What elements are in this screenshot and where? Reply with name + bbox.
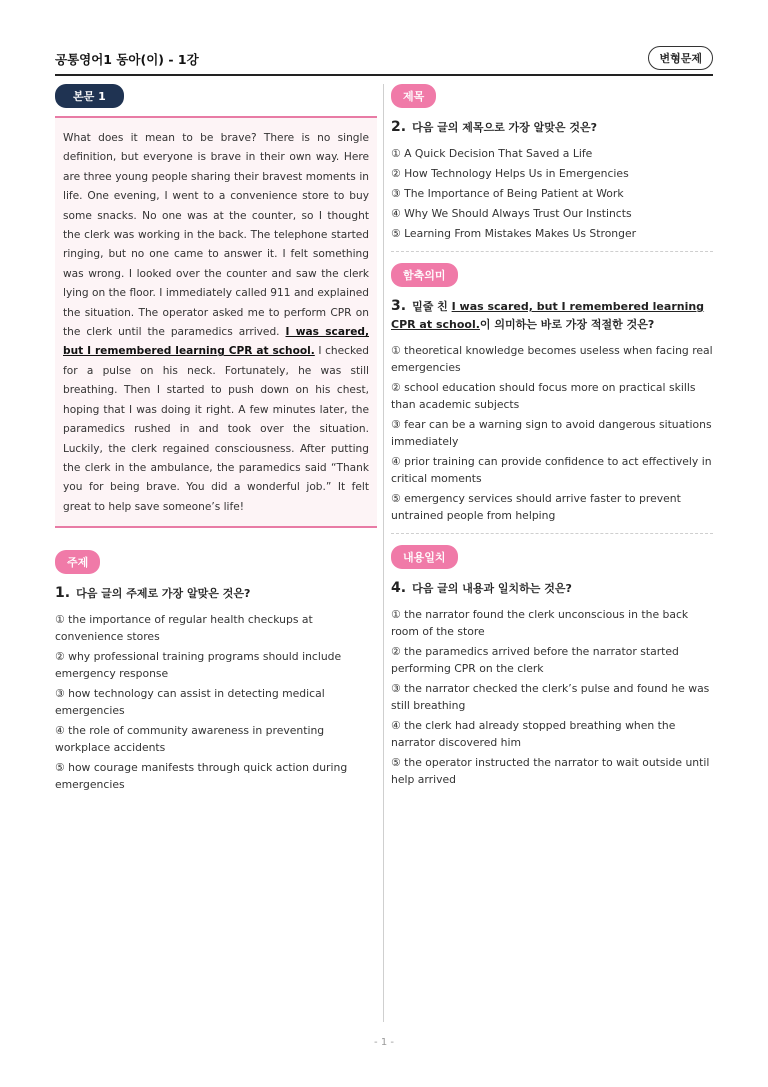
- q3-option[interactable]: ③ fear can be a warning sign to avoid dangerous situations immediately: [391, 418, 712, 448]
- q2-tag: 제목: [391, 84, 436, 108]
- q1-option[interactable]: ④ the role of community awareness in preventing workplace accidents: [55, 724, 325, 755]
- q4-title: [391, 579, 713, 598]
- passage-label: 본문 1: [55, 84, 124, 108]
- q1-title-text: 다음 글의 주제로 가장 알맞은 것은?: [76, 587, 251, 601]
- q2-number: 2.: [391, 119, 407, 135]
- passage-text-after: I checked for a pulse on his neck. Fortunately, he was still breathing. Then I started to push down on his chest, hoping that I was doing it right. A few minutes later, the paramedics rushed in and took over the situation. Luckily, the clerk regained consciousness. After putting the clerk in the ambulance, the paramedics said “Thank you for being brave. You did a wonderful job.” It felt great to help save someone’s life!: [63, 345, 369, 513]
- q4-title-text: 다음 글의 내용과 일치하는 것은?: [412, 582, 572, 595]
- passage-text-before: What does it mean to be brave? There is no single definition, but everyone is brave in their own way. Here are three young people sharing their bravest moments in life. One evening, I went to a convenience store to buy some snacks. No one was at the counter, so I thought the clerk was working in the back. The telephone started ringing, but no one came to answer it. I felt something was wrong. I looked over the counter and saw the clerk lying on the floor. I immediately called 911 and explained the situation. The operator asked me to perform CPR on the clerk until the paramedics arrived.: [63, 132, 369, 339]
- q4-tag: 내용일치: [391, 545, 458, 569]
- section-divider: [391, 533, 713, 534]
- q4-number: 4.: [391, 580, 407, 596]
- q3-title-pre: 밑줄 친: [412, 300, 452, 313]
- right-column: [391, 84, 713, 791]
- q4-option[interactable]: ④ the clerk had already stopped breathing when the narrator discovered him: [391, 719, 676, 749]
- q3-option[interactable]: ① theoretical knowledge becomes useless when facing real emergencies: [391, 344, 713, 374]
- section-divider: [391, 251, 713, 252]
- q3-option[interactable]: ④ prior training can provide confidence to act effectively in critical moments: [391, 455, 712, 485]
- page-header: [55, 44, 713, 76]
- q2-option[interactable]: ① A Quick Decision That Saved a Life: [391, 147, 593, 160]
- q3-number: 3.: [391, 298, 407, 314]
- q1-option[interactable]: ② why professional training programs should include emergency response: [55, 650, 342, 681]
- q2-title: [391, 118, 713, 137]
- q3-title-underlined: I was scared, but I remembered learning CPR at school.: [391, 300, 705, 331]
- q4-option[interactable]: ① the narrator found the clerk unconscious in the back room of the store: [391, 608, 689, 638]
- q1-number: 1.: [55, 585, 71, 602]
- column-divider: [383, 84, 384, 1022]
- q1-title: [55, 584, 377, 603]
- q3-tag: 함축의미: [391, 263, 458, 287]
- q4-option[interactable]: ② the paramedics arrived before the narrator started performing CPR on the clerk: [391, 645, 679, 675]
- q2-option[interactable]: ④ Why We Should Always Trust Our Instincts: [391, 207, 632, 220]
- passage-text: [63, 129, 369, 517]
- q2-option[interactable]: ③ The Importance of Being Patient at Work: [391, 187, 624, 200]
- q3-option[interactable]: ⑤ emergency services should arrive faster to prevent untrained people from helping: [391, 492, 681, 522]
- left-column: [55, 84, 377, 796]
- q3-title: [391, 297, 713, 334]
- q2-option[interactable]: ② How Technology Helps Us in Emergencies: [391, 167, 629, 180]
- q4-options: [391, 606, 713, 788]
- q4-option[interactable]: ⑤ the operator instructed the narrator to wait outside until help arrived: [391, 756, 710, 786]
- q1-options: [55, 611, 377, 793]
- q1-option[interactable]: ⑤ how courage manifests through quick action during emergencies: [55, 761, 348, 792]
- q1-option[interactable]: ① the importance of regular health checkups at convenience stores: [55, 613, 313, 644]
- q2-option[interactable]: ⑤ Learning From Mistakes Makes Us Stronger: [391, 227, 637, 240]
- passage-underlined-sentence: I was scared, but I remembered learning CPR at school.: [63, 326, 369, 358]
- q4-option[interactable]: ③ the narrator checked the clerk’s pulse and found he was still breathing: [391, 682, 710, 712]
- page-title: 공통영어1 동아(이) - 1강: [55, 52, 199, 67]
- q3-options: [391, 342, 713, 524]
- passage-box: [55, 116, 377, 528]
- q1-option[interactable]: ③ how technology can assist in detecting medical emergencies: [55, 687, 325, 718]
- page-number: - 1 -: [374, 1037, 394, 1048]
- worksheet-type-badge: 변형문제: [648, 46, 713, 70]
- q1-tag: 주제: [55, 550, 100, 574]
- q2-title-text: 다음 글의 제목으로 가장 알맞은 것은?: [412, 121, 597, 134]
- q3-option[interactable]: ② school education should focus more on practical skills than academic subjects: [391, 381, 696, 411]
- q3-title-post: 이 의미하는 바로 가장 적절한 것은?: [479, 318, 655, 331]
- q2-options: [391, 145, 713, 242]
